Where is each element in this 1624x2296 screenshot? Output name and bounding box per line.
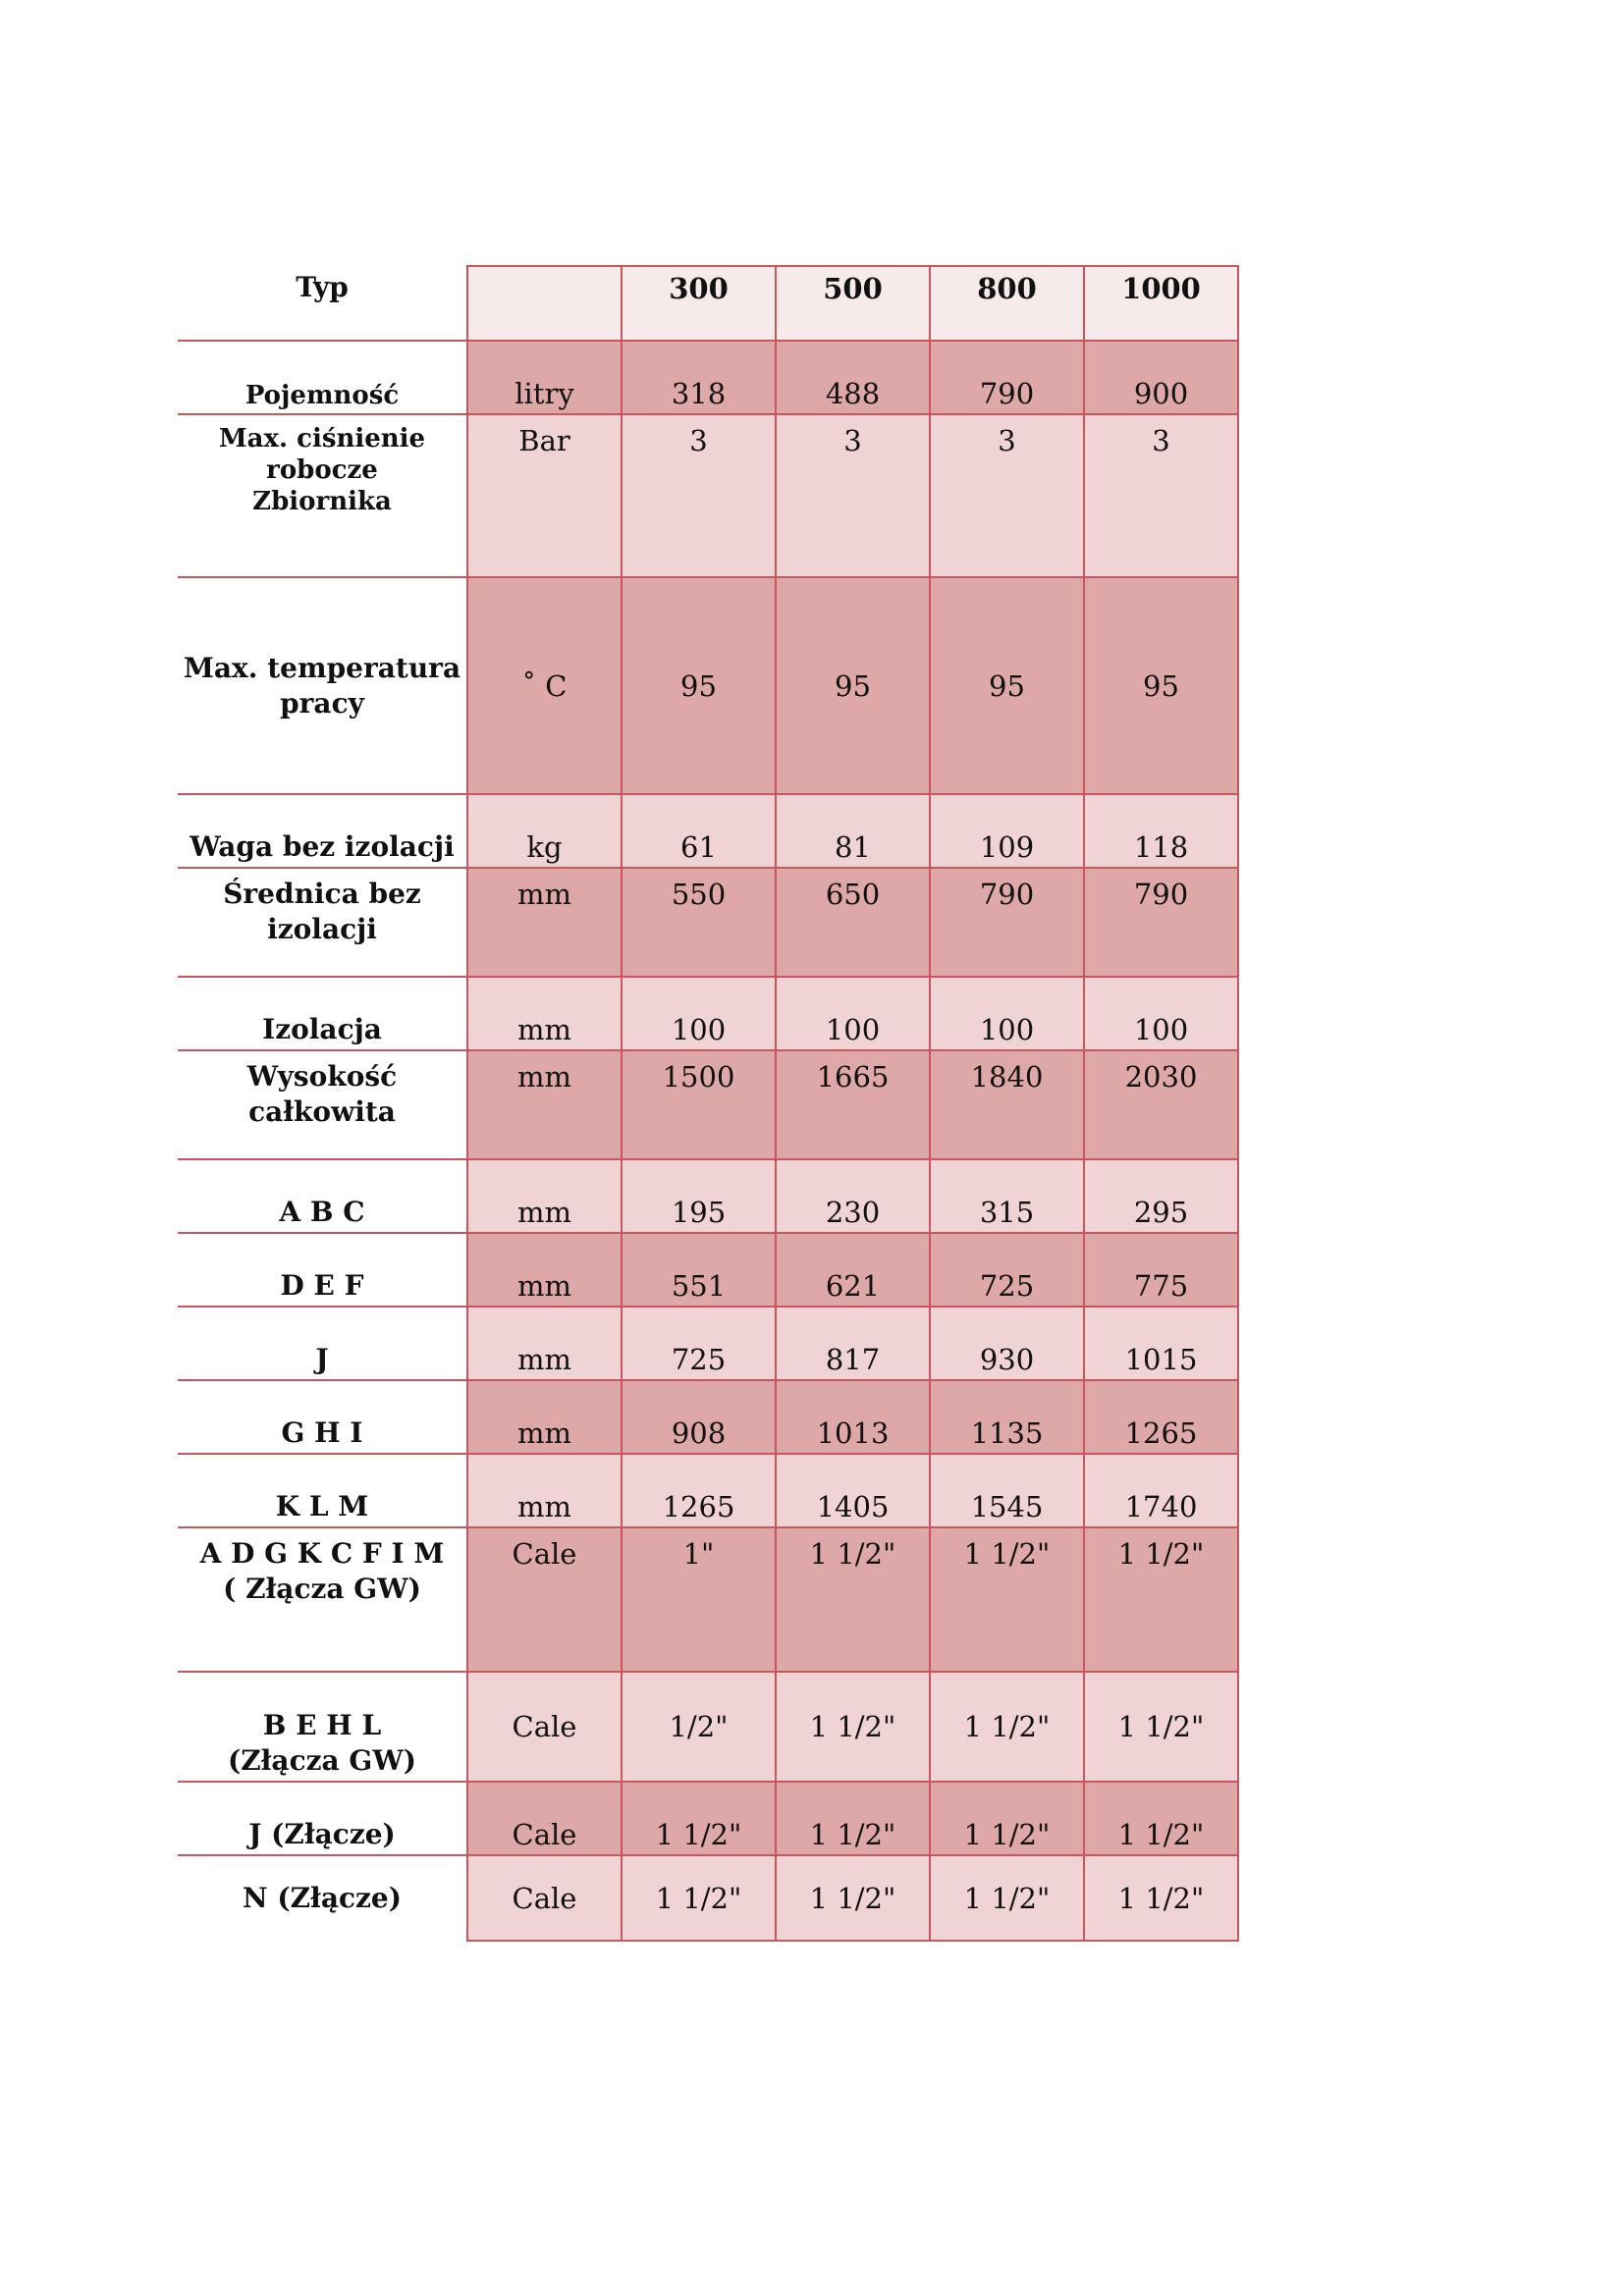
value-cell: 1" [622, 1527, 776, 1672]
value-cell: 100 [622, 977, 776, 1050]
unit-cell: kg [467, 794, 622, 868]
value-cell: 95 [776, 577, 930, 794]
value-cell: 930 [930, 1307, 1084, 1380]
row-label: Pojemność [178, 341, 467, 414]
unit-cell: Cale [467, 1672, 622, 1782]
row-label: N (Złącze) [178, 1855, 467, 1941]
value-cell: 100 [776, 977, 930, 1050]
value-cell: 1265 [622, 1454, 776, 1527]
value-cell: 1015 [1084, 1307, 1238, 1380]
unit-cell: mm [467, 977, 622, 1050]
value-cell: 790 [930, 868, 1084, 977]
table-row [178, 1233, 1238, 1307]
value-cell: 1 1/2" [622, 1782, 776, 1855]
value-cell: 1 1/2" [1084, 1782, 1238, 1855]
header-model-300: 300 [622, 266, 776, 341]
value-cell: 1740 [1084, 1454, 1238, 1527]
value-cell: 550 [622, 868, 776, 977]
value-cell: 1 1/2" [776, 1672, 930, 1782]
table-row [178, 977, 1238, 1050]
value-cell: 1 1/2" [1084, 1855, 1238, 1941]
value-cell: 1840 [930, 1050, 1084, 1159]
value-cell: 100 [930, 977, 1084, 1050]
value-cell: 775 [1084, 1233, 1238, 1307]
value-cell: 61 [622, 794, 776, 868]
header-model-800: 800 [930, 266, 1084, 341]
unit-cell: mm [467, 1159, 622, 1233]
row-label: J (Złącze) [178, 1782, 467, 1855]
row-label: G H I [178, 1380, 467, 1454]
value-cell: 621 [776, 1233, 930, 1307]
unit-cell: mm [467, 1454, 622, 1527]
value-cell: 1 1/2" [930, 1782, 1084, 1855]
value-cell: 817 [776, 1307, 930, 1380]
value-cell: 3 [930, 414, 1084, 577]
header-unit-cell [467, 266, 622, 341]
unit-cell: mm [467, 1307, 622, 1380]
row-label: A B C [178, 1159, 467, 1233]
table-row [178, 1672, 1238, 1782]
value-cell: 1 1/2" [930, 1855, 1084, 1941]
value-cell: 315 [930, 1159, 1084, 1233]
table-row [178, 794, 1238, 868]
table-row [178, 868, 1238, 977]
value-cell: 790 [930, 341, 1084, 414]
value-cell: 790 [1084, 868, 1238, 977]
table-row [178, 1380, 1238, 1454]
unit-cell: Bar [467, 414, 622, 577]
table-row [178, 1855, 1238, 1941]
value-cell: 1405 [776, 1454, 930, 1527]
table-row [178, 1454, 1238, 1527]
table-row [178, 577, 1238, 794]
value-cell: 109 [930, 794, 1084, 868]
table-row [178, 1782, 1238, 1855]
value-cell: 1 1/2" [1084, 1527, 1238, 1672]
value-cell: 725 [622, 1307, 776, 1380]
unit-cell: ˚ C [467, 577, 622, 794]
specification-table [178, 265, 1239, 1942]
value-cell: 3 [776, 414, 930, 577]
value-cell: 1 1/2" [776, 1855, 930, 1941]
value-cell: 95 [1084, 577, 1238, 794]
unit-cell: litry [467, 341, 622, 414]
table-row [178, 1527, 1238, 1672]
row-label: D E F [178, 1233, 467, 1307]
value-cell: 1 1/2" [622, 1855, 776, 1941]
value-cell: 100 [1084, 977, 1238, 1050]
row-label: B E H L (Złącza GW) [178, 1672, 467, 1782]
value-cell: 3 [1084, 414, 1238, 577]
value-cell: 1 1/2" [1084, 1672, 1238, 1782]
value-cell: 900 [1084, 341, 1238, 414]
value-cell: 230 [776, 1159, 930, 1233]
value-cell: 95 [930, 577, 1084, 794]
value-cell: 195 [622, 1159, 776, 1233]
row-label: Waga bez izolacji [178, 794, 467, 868]
value-cell: 1135 [930, 1380, 1084, 1454]
row-label: Max. temperatura pracy [178, 577, 467, 794]
value-cell: 650 [776, 868, 930, 977]
value-cell: 295 [1084, 1159, 1238, 1233]
value-cell: 1 1/2" [776, 1782, 930, 1855]
value-cell: 1265 [1084, 1380, 1238, 1454]
unit-cell: mm [467, 1233, 622, 1307]
table-row [178, 414, 1238, 577]
unit-cell: mm [467, 868, 622, 977]
header-model-500: 500 [776, 266, 930, 341]
value-cell: 95 [622, 577, 776, 794]
value-cell: 1500 [622, 1050, 776, 1159]
value-cell: 1665 [776, 1050, 930, 1159]
header-row [178, 266, 1238, 341]
value-cell: 1 1/2" [776, 1527, 930, 1672]
value-cell: 1 1/2" [930, 1672, 1084, 1782]
row-label: Max. ciśnienie robocze Zbiornika [178, 414, 467, 577]
value-cell: 2030 [1084, 1050, 1238, 1159]
value-cell: 908 [622, 1380, 776, 1454]
value-cell: 3 [622, 414, 776, 577]
value-cell: 1013 [776, 1380, 930, 1454]
table-row [178, 1050, 1238, 1159]
row-label: Wysokość całkowita [178, 1050, 467, 1159]
table-row [178, 1307, 1238, 1380]
value-cell: 1/2" [622, 1672, 776, 1782]
value-cell: 551 [622, 1233, 776, 1307]
unit-cell: mm [467, 1380, 622, 1454]
unit-cell: Cale [467, 1527, 622, 1672]
header-type-label: Typ [178, 266, 467, 341]
table-row [178, 341, 1238, 414]
row-label: A D G K C F I M ( Złącza GW) [178, 1527, 467, 1672]
header-model-1000: 1000 [1084, 266, 1238, 341]
table-row [178, 1159, 1238, 1233]
value-cell: 725 [930, 1233, 1084, 1307]
row-label: J [178, 1307, 467, 1380]
unit-cell: Cale [467, 1782, 622, 1855]
row-label: K L M [178, 1454, 467, 1527]
value-cell: 81 [776, 794, 930, 868]
value-cell: 488 [776, 341, 930, 414]
row-label: Średnica bez izolacji [178, 868, 467, 977]
value-cell: 1545 [930, 1454, 1084, 1527]
unit-cell: Cale [467, 1855, 622, 1941]
value-cell: 1 1/2" [930, 1527, 1084, 1672]
value-cell: 118 [1084, 794, 1238, 868]
unit-cell: mm [467, 1050, 622, 1159]
value-cell: 318 [622, 341, 776, 414]
row-label: Izolacja [178, 977, 467, 1050]
